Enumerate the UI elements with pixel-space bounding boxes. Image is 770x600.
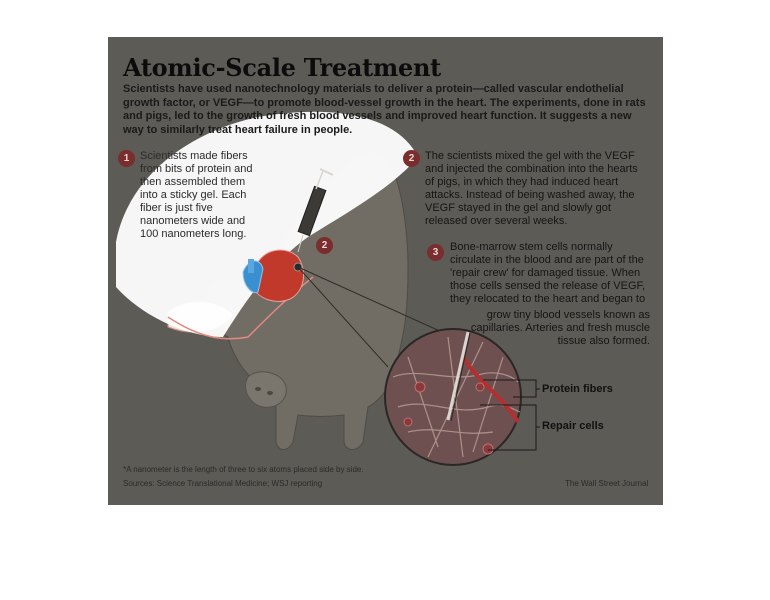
publisher-credit: The Wall Street Journal <box>565 479 649 488</box>
step-2-text: The scientists mixed the gel with the VEGF and injected the combination into the hearts of pigs, in which they had induced heart attacks. Instead of being washed away, the VEGF stayed in the gel and slowly got released over several weeks. <box>425 150 638 227</box>
pig-nostril <box>267 391 273 395</box>
step-3-text-continued: grow tiny blood vessels known as capillaries. Arteries and fresh muscle tissue also formed. <box>470 309 650 347</box>
heart-vessel-icon <box>248 259 254 273</box>
intro-paragraph: Scientists have used nanotechnology materials to deliver a protein—called vascular endothelial growth factor, or VEGF—to promote blood-vessel growth in the heart. The experiments, done in rats and pigs, led to the growth of fresh blood vessels and improved heart function. It suggests a new way to similarly treat heart failure in people. <box>123 83 646 136</box>
sources-line: Sources: Science Translational Medicine; WSJ reporting <box>123 479 323 488</box>
repair-cell <box>415 382 425 392</box>
repair-cell <box>483 444 493 454</box>
repair-cell <box>476 383 484 391</box>
repair-cell <box>404 418 412 426</box>
footnote: *A nanometer is the length of three to six atoms placed side by side. <box>123 465 364 474</box>
step-number-badge: 1 <box>118 150 135 167</box>
page-title: Atomic-Scale Treatment <box>123 53 441 82</box>
pig-snout <box>246 372 287 407</box>
callout-protein-fibers: Protein fibers <box>542 383 613 395</box>
step-1-text: Scientists made fibers from bits of protein and then assembled them into a sticky gel. Each fiber is just five nanometers wide and 100 nanometers long. <box>140 150 253 240</box>
callout-repair-cells: Repair cells <box>542 420 604 432</box>
pig-nostril <box>255 387 261 391</box>
step-number-badge: 3 <box>427 244 444 261</box>
step-3-text: Bone-marrow stem cells normally circulate in the blood and are part of the 'repair crew' for damaged tissue. When those cells sensed the release of VEGF, they relocated to the heart and began to <box>450 241 646 305</box>
diagram-step-marker: 2 <box>316 237 333 254</box>
step-number-badge: 2 <box>403 150 420 167</box>
infographic-panel <box>108 37 663 505</box>
